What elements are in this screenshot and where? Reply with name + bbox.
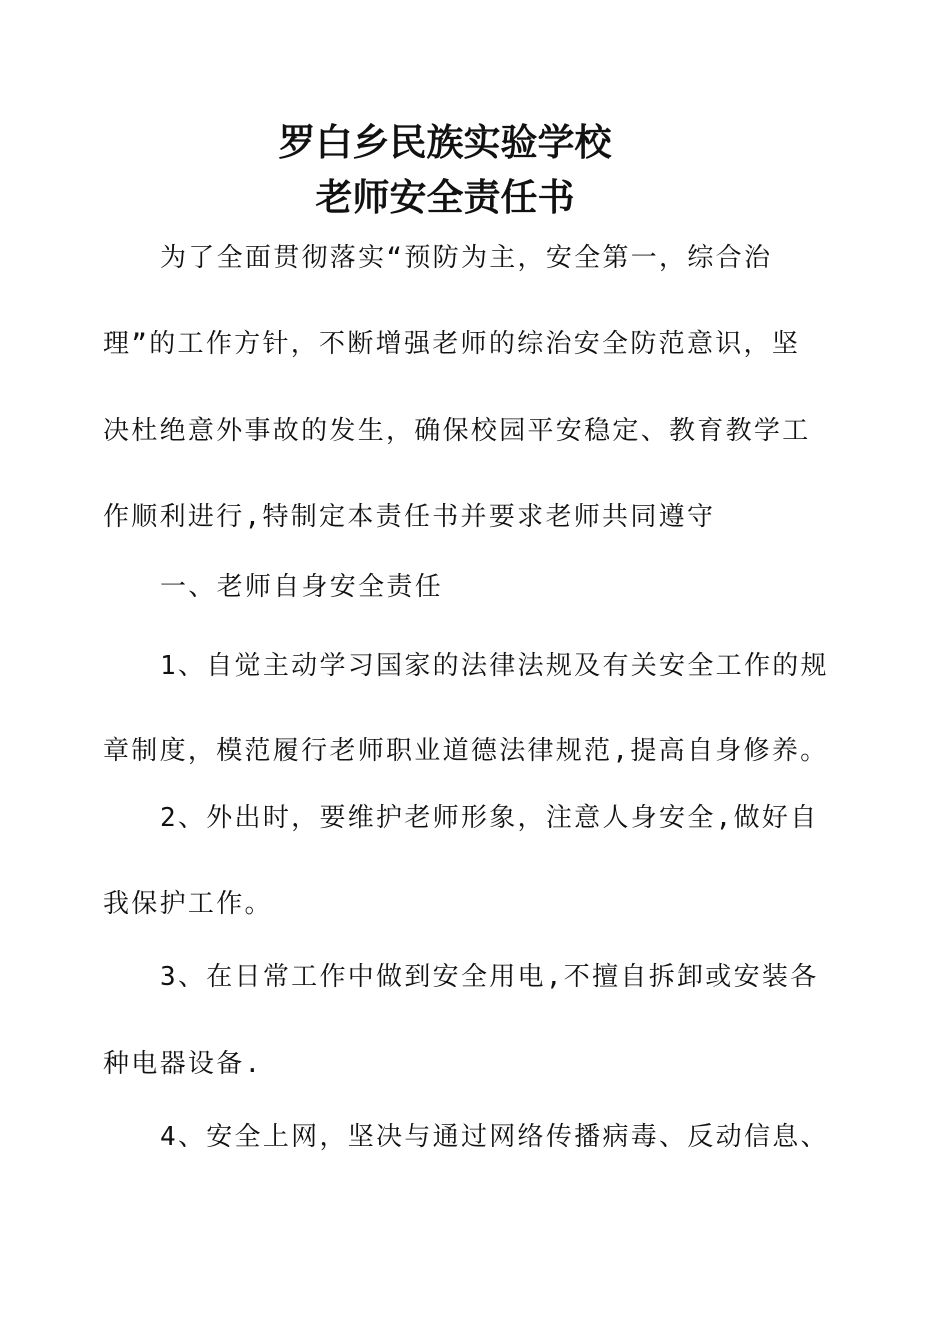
section-heading: 一、老师自身安全责任 bbox=[160, 572, 444, 602]
paragraph-line: 种电器设备. bbox=[103, 1049, 263, 1079]
paragraph-line: 章制度，模范履行老师职业道德法律规范,提高自身修养。 bbox=[103, 736, 829, 766]
paragraph-line: 为了全面贯彻落实“预防为主，安全第一，综合治 bbox=[160, 243, 773, 273]
paragraph-line: 决杜绝意外事故的发生，确保校园平安稳定、教育教学工 bbox=[103, 416, 811, 446]
paragraph-line: 1、自觉主动学习国家的法律法规及有关安全工作的规 bbox=[160, 651, 829, 681]
paragraph-line: 作顺利进行,特制定本责任书并要求老师共同遵守 bbox=[103, 502, 716, 532]
paragraph-line: 理”的工作方针，不断增强老师的综治安全防范意识，坚 bbox=[103, 329, 801, 359]
paragraph-line: 2、外出时，要维护老师形象，注意人身安全,做好自 bbox=[160, 803, 819, 833]
paragraph-line: 我保护工作。 bbox=[103, 889, 273, 919]
document-title-main: 老师安全责任书 bbox=[315, 175, 575, 219]
document-title-school: 罗白乡民族实验学校 bbox=[278, 120, 612, 164]
paragraph-line: 3、在日常工作中做到安全用电,不擅自拆卸或安装各 bbox=[160, 962, 819, 992]
paragraph-line: 4、安全上网，坚决与通过网络传播病毒、反动信息、 bbox=[160, 1122, 829, 1152]
